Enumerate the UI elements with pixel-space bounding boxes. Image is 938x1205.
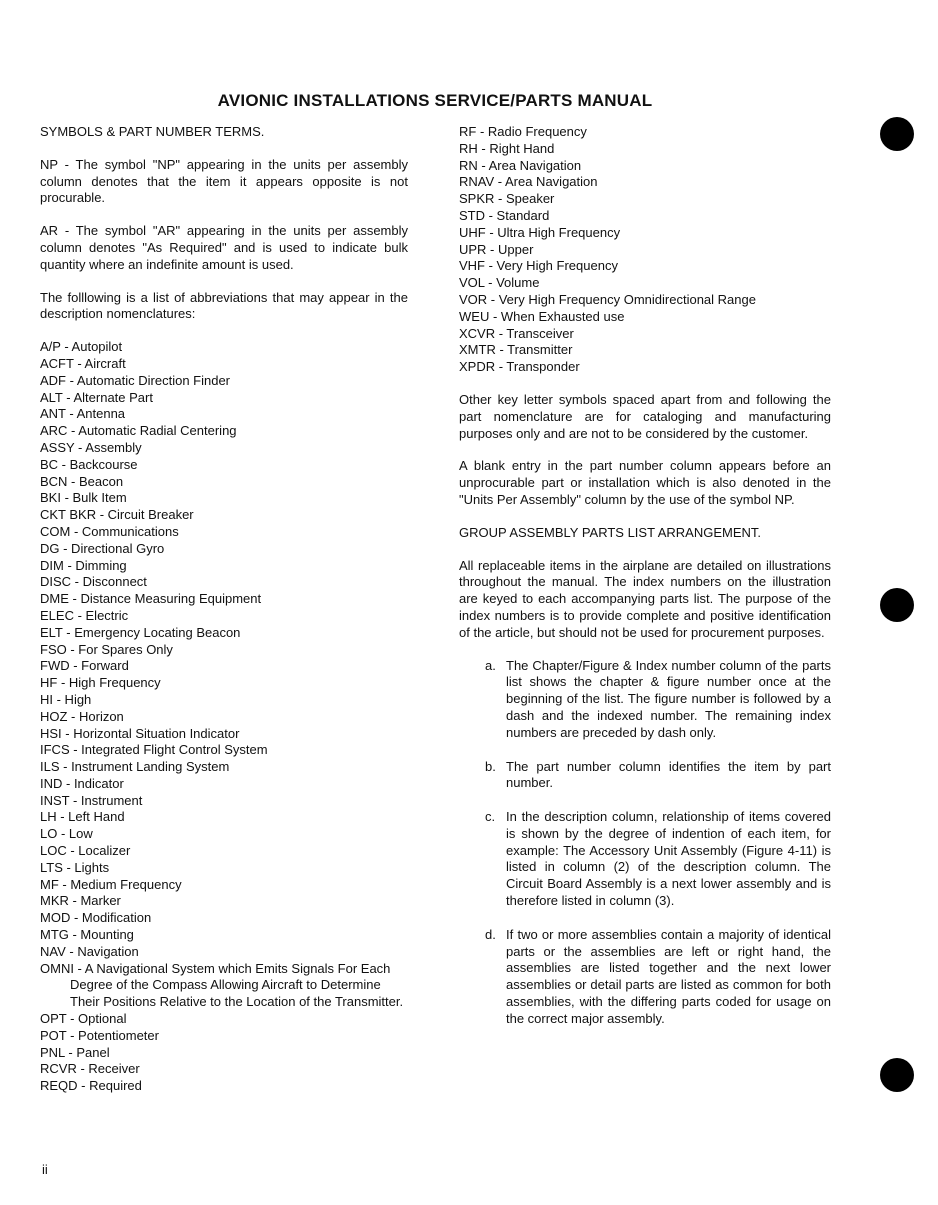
- arrangement-item: [459, 809, 831, 910]
- abbreviation-entry: FWD - Forward: [40, 658, 129, 674]
- item-text: The part number column identifies the item by part number.: [506, 758, 831, 791]
- binder-hole: [880, 588, 914, 622]
- item-letter: b.: [485, 758, 496, 774]
- abbreviation-entry: ASSY - Assembly: [40, 439, 142, 455]
- abbreviation-entry: XPDR - Transponder: [459, 359, 580, 375]
- arrangement-item: [459, 927, 831, 1028]
- item-text: In the description column, relationship of items covered is shown by the degree of indention of each item, for example: The Accessory Unit Assembly (Figure 4-11) is listed in column (2) of the description column. The Circuit Board Assembly is a next lower assembly and is therefore listed in column (3).: [506, 809, 831, 909]
- abbreviation-entry: IND - Indicator: [40, 775, 124, 791]
- blank-entry-paragraph: A blank entry in the part number column appears before an unprocurable part or installation which is also denoted in the "Units Per Assembly" column by the use of the symbol NP.: [459, 458, 831, 507]
- abbreviation-entry: BC - Backcourse: [40, 456, 138, 472]
- abbreviation-entry: RF - Radio Frequency: [459, 124, 587, 139]
- item-text: The Chapter/Figure & Index number column of the parts list shows the chapter & figure number once at the beginning of the list. The figure number is followed by a dash and the indexed number. The remaining index numbers are preceded by dash only.: [506, 657, 831, 740]
- abbreviation-entry: XMTR - Transmitter: [459, 342, 573, 358]
- abbreviation-entry: COM - Communications: [40, 523, 179, 539]
- abbreviation-entry: VHF - Very High Frequency: [459, 258, 618, 274]
- left-column: [40, 124, 408, 1095]
- binder-hole: [880, 1058, 914, 1092]
- abbreviation-entry: ADF - Automatic Direction Finder: [40, 372, 231, 388]
- abbreviation-entry: VOR - Very High Frequency Omnidirectional Range: [459, 291, 756, 307]
- abbreviation-entry: VOL - Volume: [459, 275, 540, 291]
- abbreviation-entry: LOC - Localizer: [40, 843, 131, 859]
- abbreviation-entry: DISC - Disconnect: [40, 574, 147, 590]
- item-text: If two or more assemblies contain a majority of identical parts or the assemblies are left or right hand, the assemblies are listed together and the next lower assemblies or detail parts are listed as common for both assemblies, with the differing parts coded for usage on the correct major assembly.: [506, 926, 831, 1026]
- abbreviation-entry: OMNI - A Navigational System which Emits Signals For Each Degree of the Compass Allowing Aircraft to Determine Their Positions Relative to the Location of the Transmitter.: [40, 960, 404, 1010]
- abbreviation-entry: DIM - Dimming: [40, 557, 127, 573]
- abbreviation-entry: ARC - Automatic Radial Centering: [40, 423, 237, 439]
- arrangement-item: [459, 759, 831, 793]
- abbreviation-entry: XCVR - Transceiver: [459, 325, 574, 341]
- page-number: ii: [42, 1162, 48, 1177]
- page-title: AVIONIC INSTALLATIONS SERVICE/PARTS MANUAL: [217, 91, 653, 110]
- abbreviation-entry: STD - Standard: [459, 207, 550, 223]
- abbreviation-entry: ILS - Instrument Landing System: [40, 759, 230, 775]
- abbreviation-entry: HSI - Horizontal Situation Indicator: [40, 725, 240, 741]
- np-paragraph: NP - The symbol "NP" appearing in the units per assembly column denotes that the item it appears opposite is not procurable.: [40, 156, 408, 206]
- abbreviation-entry: MF - Medium Frequency: [40, 876, 182, 892]
- abbreviation-entry: RH - Right Hand: [459, 140, 555, 156]
- abbreviation-entry: DME - Distance Measuring Equipment: [40, 591, 262, 607]
- abbreviation-entry: MKR - Marker: [40, 893, 121, 909]
- abbreviation-entry: HI - High: [40, 691, 92, 707]
- abbreviation-entry: BCN - Beacon: [40, 473, 124, 489]
- abbreviation-entry: HF - High Frequency: [40, 675, 161, 691]
- abbreviation-entry: RN - Area Navigation: [459, 157, 582, 173]
- arrangement-list: [459, 658, 831, 1028]
- symbols-heading: SYMBOLS & PART NUMBER TERMS.: [40, 124, 265, 139]
- arrangement-item: [459, 658, 831, 742]
- abbreviation-entry: LTS - Lights: [40, 859, 110, 875]
- abbreviation-entry: MTG - Mounting: [40, 927, 134, 943]
- abbreviation-entry: RNAV - Area Navigation: [459, 174, 598, 190]
- abbreviation-entry: UHF - Ultra High Frequency: [459, 224, 621, 240]
- abbreviation-entry: POT - Potentiometer: [40, 1027, 159, 1043]
- abbreviation-entry: ELT - Emergency Locating Beacon: [40, 624, 241, 640]
- abbreviation-entry: CKT BKR - Circuit Breaker: [40, 507, 194, 523]
- abbreviation-entry: ALT - Alternate Part: [40, 389, 153, 405]
- abbreviation-entry: REQD - Required: [40, 1078, 142, 1094]
- group-paragraph: All replaceable items in the airplane are detailed on illustrations throughout the manual. The index numbers on the illustration are keyed to each accompanying parts list. The purpose of the index numbers is to provide complete and positive identification of the article, but should not be used for procurement purposes.: [459, 557, 831, 640]
- abbreviation-entry: INST - Instrument: [40, 792, 143, 808]
- abbreviation-entry: HOZ - Horizon: [40, 708, 124, 724]
- ar-paragraph: AR - The symbol "AR" appearing in the units per assembly column denotes "As Required" and is used to indicate bulk quantity where an indefinite amount is used.: [40, 223, 408, 272]
- group-heading: GROUP ASSEMBLY PARTS LIST ARRANGEMENT.: [459, 524, 761, 540]
- item-letter: c.: [485, 809, 496, 825]
- abbreviation-entry: A/P - Autopilot: [40, 339, 123, 355]
- abbreviation-entry: RCVR - Receiver: [40, 1061, 140, 1077]
- abbreviation-entry: ACFT - Aircraft: [40, 355, 126, 371]
- abbreviation-entry: LH - Left Hand: [40, 809, 125, 825]
- abbreviation-entry: IFCS - Integrated Flight Control System: [40, 742, 268, 758]
- abbreviation-entry: ANT - Antenna: [40, 406, 126, 422]
- item-letter: d.: [485, 926, 496, 942]
- abbreviation-entry: FSO - For Spares Only: [40, 641, 173, 657]
- abbreviation-list-right: [459, 124, 831, 376]
- item-letter: a.: [485, 657, 496, 673]
- abbreviation-entry: PNL - Panel: [40, 1044, 110, 1060]
- abbreviation-entry: OPT - Optional: [40, 1011, 127, 1027]
- abbreviation-entry: NAV - Navigation: [40, 943, 139, 959]
- abbreviation-entry: UPR - Upper: [459, 241, 534, 257]
- other-symbols-paragraph: Other key letter symbols spaced apart from and following the part nomenclature are for cataloging and manufacturing purposes only and are not to be considered by the customer.: [459, 391, 831, 441]
- abbreviation-entry: WEU - When Exhausted use: [459, 308, 625, 324]
- binder-hole: [880, 117, 914, 151]
- abbreviation-entry: SPKR - Speaker: [459, 191, 555, 207]
- right-column: [459, 124, 831, 1045]
- abbreviation-entry: LO - Low: [40, 826, 93, 842]
- abbreviation-entry: BKI - Bulk Item: [40, 490, 127, 506]
- abbreviation-entry: DG - Directional Gyro: [40, 540, 165, 556]
- abbreviation-list-left: [40, 339, 408, 1095]
- abbreviation-entry: MOD - Modification: [40, 910, 152, 926]
- abbreviation-entry: ELEC - Electric: [40, 607, 129, 623]
- intro-paragraph: The folllowing is a list of abbreviations that may appear in the description nomenclatures:: [40, 289, 408, 322]
